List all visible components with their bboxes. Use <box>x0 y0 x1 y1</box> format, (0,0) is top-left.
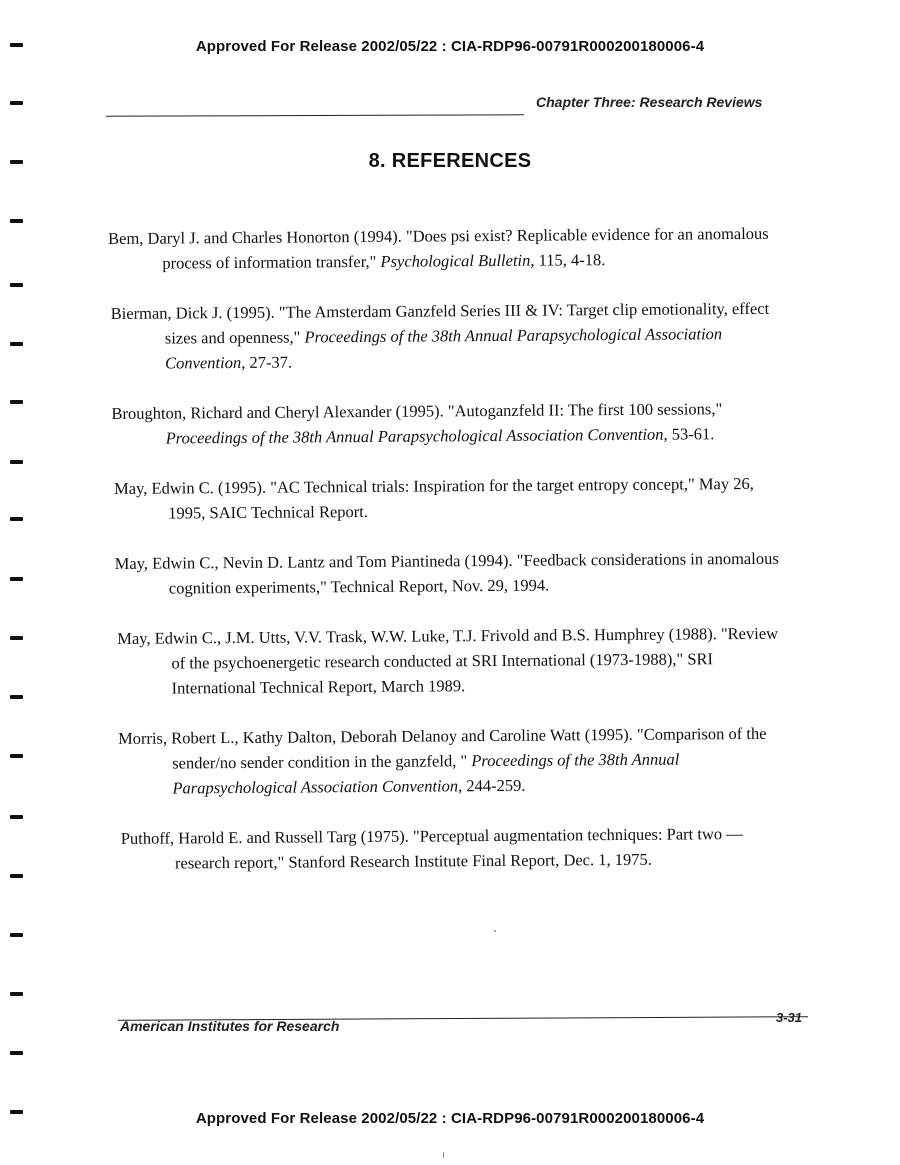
scan-mark <box>10 517 23 521</box>
reference-text: 244-259. <box>462 775 526 796</box>
reference-text: Bierman, Dick J. (1995). "The Amsterdam Ganzfeld Series III & IV: Target clip emotionality, effect sizes and openness," <box>110 298 770 348</box>
reference-list <box>108 221 793 901</box>
scan-mark <box>10 815 23 819</box>
scan-mark <box>10 636 23 640</box>
scan-mark <box>10 43 23 47</box>
reference-text: Broughton, Richard and Cheryl Alexander (1995). "Autoganzfeld II: The first 100 sessions," <box>111 399 723 423</box>
reference-entry <box>111 296 790 376</box>
scan-mark <box>10 933 23 937</box>
reference-entry <box>121 821 793 876</box>
reference-text: Morris, Robert L., Kathy Dalton, Deborah Delanoy and Caroline Watt (1995). "Comparison of the sender/no sender condition in the ganzfeld, " <box>117 723 767 773</box>
reference-entry <box>111 396 789 451</box>
reference-source: Psychological Bulletin, <box>380 250 535 271</box>
scan-mark <box>10 219 23 223</box>
scan-mark <box>10 283 23 287</box>
release-stamp-top: Approved For Release 2002/05/22 : CIA-RDP96-00791R000200180006-4 <box>195 38 705 55</box>
reference-text: May, Edwin C., Nevin D. Lantz and Tom Piantineda (1994). "Feedback considerations in anomalous cognition experiments," Technical Report, Nov. 29, 1994. <box>114 548 779 598</box>
reference-text: Puthoff, Harold E. and Russell Targ (1975). "Perceptual augmentation techniques: Part two — research report," Stanford Research Institute Final Report, Dec. 1, 1975. <box>120 824 743 873</box>
reference-source: Proceedings of the 38th Annual Parapsychological Association Convention, <box>172 749 680 798</box>
scan-mark <box>10 577 23 581</box>
scan-mark <box>10 460 23 464</box>
footer-organization: American Institutes for Research <box>120 1018 340 1034</box>
scan-speck <box>494 930 496 932</box>
reference-entry <box>118 721 793 801</box>
scan-mark <box>10 160 23 164</box>
reference-text: May, Edwin C. (1995). "AC Technical trials: Inspiration for the target entropy concept," May 26, 1995, SAIC Technical Report. <box>113 473 754 523</box>
reference-text: May, Edwin C., J.M. Utts, V.V. Trask, W.W. Luke, T.J. Frivold and B.S. Humphrey (1988). "Review of the psychoenergetic research conducted at SRI International (1973-1988)," SRI International Technical Report, March 1989. <box>117 623 779 698</box>
header-rule <box>106 114 524 116</box>
reference-entry <box>117 621 792 701</box>
reference-text: Bem, Daryl J. and Charles Honorton (1994). "Does psi exist? Replicable evidence for an anomalous process of information transfer," <box>108 223 769 273</box>
reference-source: Proceedings of the 38th Annual Parapsychological Association Convention, <box>165 324 723 373</box>
page-title: 8. REFERENCES <box>368 150 532 172</box>
chapter-header: Chapter Three: Research Reviews <box>536 94 763 110</box>
scan-mark <box>10 874 23 878</box>
reference-entry <box>108 221 788 276</box>
scan-mark <box>10 1051 23 1055</box>
reference-text: 53-61. <box>667 424 715 444</box>
scan-mark <box>10 1110 23 1114</box>
scan-mark <box>10 992 23 996</box>
page-number: 3-31 <box>776 1010 803 1025</box>
scan-mark <box>10 400 23 404</box>
scan-mark <box>10 101 23 105</box>
reference-entry <box>114 471 790 526</box>
reference-entry <box>115 546 791 601</box>
reference-text: 115, 4-18. <box>534 250 606 270</box>
scan-edge-marks <box>0 0 40 1165</box>
scan-mark <box>10 754 23 758</box>
reference-source: Proceedings of the 38th Annual Parapsychological Association Convention, <box>165 424 668 448</box>
release-stamp-bottom: Approved For Release 2002/05/22 : CIA-RDP96-00791R000200180006-4 <box>195 1110 705 1127</box>
scan-speck <box>443 1152 444 1158</box>
scan-mark <box>10 695 23 699</box>
reference-text: 27-37. <box>245 352 293 372</box>
scan-mark <box>10 342 23 346</box>
